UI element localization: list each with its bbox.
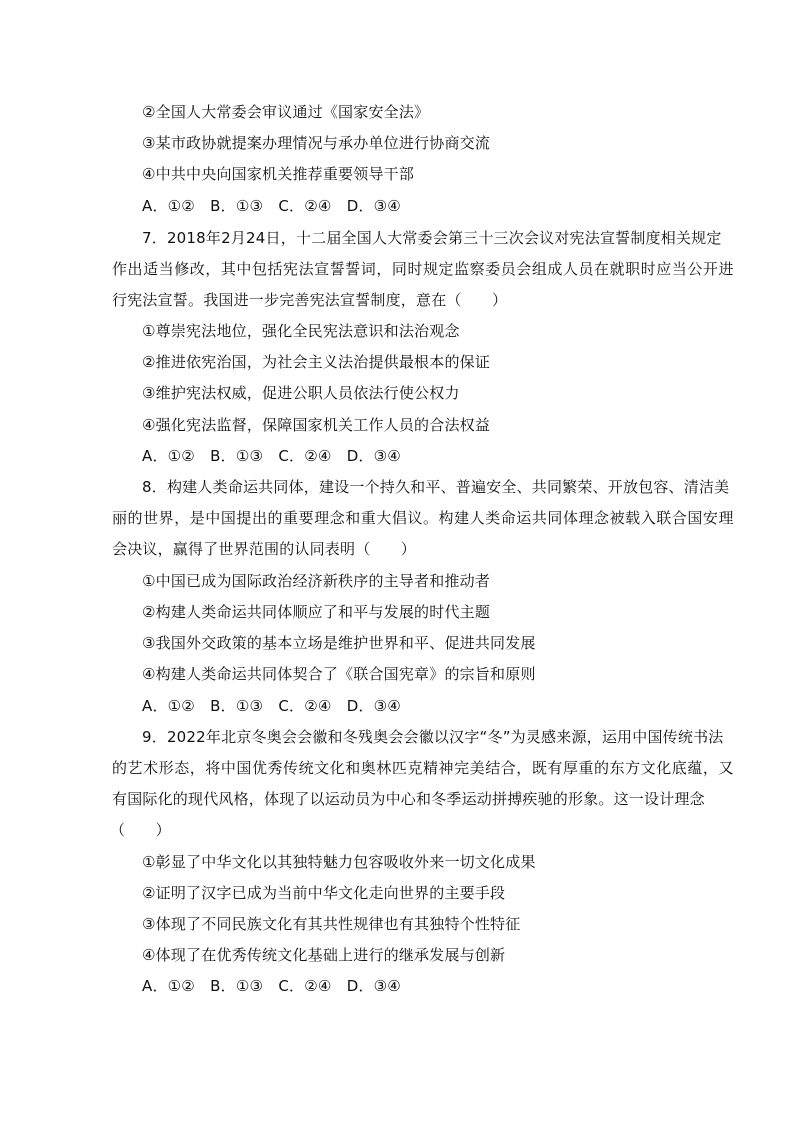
q9-stem-line-3: 有国际化的现代风格，体现了以运动员为中心和冬季运动拼搏疾驰的形象。这一设计理念 <box>112 790 705 808</box>
q8-option-1: ①中国已成为国际政治经济新秩序的主导者和推动者 <box>142 572 491 590</box>
q9-option-4: ④体现了在优秀传统文化基础上进行的继承发展与创新 <box>142 946 506 964</box>
q6-option-2: ②全国人大常委会审议通过《国家安全法》 <box>142 103 430 121</box>
q8-option-3: ③我国外交政策的基本立场是维护世界和平、促进共同发展 <box>142 634 536 652</box>
q7-option-4: ④强化宪法监督，保障国家机关工作人员的合法权益 <box>142 416 491 434</box>
q8-option-4: ④构建人类命运共同体契合了《联合国宪章》的宗旨和原则 <box>142 665 536 683</box>
q9-stem-line-4: （ ） <box>110 821 171 839</box>
q7-option-2: ②推进依宪治国，为社会主义法治提供最根本的保证 <box>142 353 491 371</box>
q8-answer-choices: A．①② B．①③ C．②④ D．③④ <box>142 697 401 715</box>
q8-stem-line-3: 会决议，赢得了世界范围的认同表明（ ） <box>112 540 417 558</box>
q7-option-3: ③维护宪法权威，促进公职人员依法行使公权力 <box>142 384 460 402</box>
q8-option-2: ②构建人类命运共同体顺应了和平与发展的时代主题 <box>142 603 491 621</box>
q9-option-2: ②证明了汉字已成为当前中华文化走向世界的主要手段 <box>142 884 506 902</box>
q9-answer-choices: A．①② B．①③ C．②④ D．③④ <box>142 977 401 995</box>
q8-stem-line-1: 8．构建人类命运共同体，建设一个持久和平、普遍安全、共同繁荣、开放包容、清洁美 <box>142 478 730 496</box>
q9-stem-line-1: 9．2022年北京冬奥会会徽和冬残奥会会徽以汉字“冬”为灵感来源，运用中国传统书法 <box>142 728 724 746</box>
q7-answer-choices: A．①② B．①③ C．②④ D．③④ <box>142 447 401 465</box>
q6-option-4: ④中共中央向国家机关推荐重要领导干部 <box>142 165 415 183</box>
q9-option-1: ①彰显了中华文化以其独特魅力包容吸收外来一切文化成果 <box>142 853 536 871</box>
q7-stem-line-1: 7．2018年2月24日，十二届全国人大常委会第三十三次会议对宪法宣誓制度相关规定 <box>142 229 722 247</box>
q6-option-3: ③某市政协就提案办理情况与承办单位进行协商交流 <box>142 134 491 152</box>
q6-answer-choices: A．①② B．①③ C．②④ D．③④ <box>142 197 401 215</box>
q7-option-1: ①尊崇宪法地位，强化全民宪法意识和法治观念 <box>142 322 460 340</box>
q7-stem-line-2: 作出适当修改，其中包括宪法宣誓誓词，同时规定监察委员会组成人员在就职时应当公开进 <box>112 260 735 278</box>
q9-stem-line-2: 的艺术形态，将中国优秀传统文化和奥林匹克精神完美结合，既有厚重的东方文化底蕴，又 <box>112 759 735 777</box>
q7-stem-line-3: 行宪法宣誓。我国进一步完善宪法宣誓制度，意在（ ） <box>112 291 508 309</box>
q8-stem-line-2: 丽的世界，是中国提出的重要理念和重大倡议。构建人类命运共同体理念被载入联合国安理 <box>112 509 735 527</box>
q9-option-3: ③体现了不同民族文化有其共性规律也有其独特个性特征 <box>142 915 521 933</box>
